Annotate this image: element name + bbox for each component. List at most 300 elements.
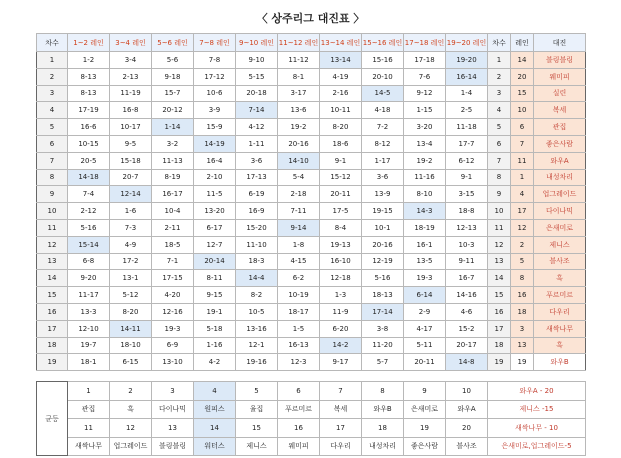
round-cell: 13 — [37, 253, 68, 270]
match-cell: 6-9 — [152, 337, 194, 354]
match-cell: 14-2 — [320, 337, 362, 354]
match-cell: 13-5 — [404, 253, 446, 270]
team-cell: 와우A — [534, 152, 586, 169]
round-cell: 2 — [488, 68, 511, 85]
match-cell: 6-15 — [110, 354, 152, 371]
lane-cell: 18 — [511, 303, 534, 320]
round-cell: 17 — [37, 320, 68, 337]
balance-name-row — [37, 437, 586, 456]
match-cell: 16-17 — [152, 186, 194, 203]
header-cell: 7~8 레인 — [194, 34, 236, 52]
match-cell: 4-2 — [194, 354, 236, 371]
match-cell: 19-2 — [404, 152, 446, 169]
team-number: 1 — [68, 382, 110, 401]
match-cell: 4-20 — [152, 287, 194, 304]
team-name: 다이나믹 — [152, 400, 194, 419]
match-cell: 18-5 — [152, 236, 194, 253]
header-cell: 15~16 레인 — [362, 34, 404, 52]
match-cell: 11-16 — [404, 169, 446, 186]
team-number: 12 — [110, 419, 152, 438]
balance-note: 은새미로,업그레이드-5 — [488, 437, 586, 456]
match-cell: 19-16 — [236, 354, 278, 371]
balance-note: 와우A - 20 — [488, 382, 586, 401]
match-cell: 9-1 — [446, 169, 488, 186]
round-cell: 4 — [488, 102, 511, 119]
table-row — [37, 219, 586, 236]
team-number: 7 — [320, 382, 362, 401]
round-cell: 10 — [488, 203, 511, 220]
match-cell: 11-10 — [236, 236, 278, 253]
lane-cell: 15 — [511, 85, 534, 102]
match-cell: 2-16 — [320, 85, 362, 102]
match-cell: 15-7 — [152, 85, 194, 102]
match-cell: 16-7 — [446, 270, 488, 287]
match-cell: 5-7 — [362, 354, 404, 371]
match-cell: 7-1 — [152, 253, 194, 270]
team-number: 5 — [236, 382, 278, 401]
match-cell: 12-13 — [446, 219, 488, 236]
match-cell: 9-11 — [446, 253, 488, 270]
team-name: 업그레이드 — [110, 437, 152, 456]
team-number: 2 — [110, 382, 152, 401]
match-cell: 5-11 — [404, 337, 446, 354]
match-cell: 13-6 — [278, 102, 320, 119]
match-cell: 16-9 — [236, 203, 278, 220]
round-cell: 13 — [488, 253, 511, 270]
match-cell: 10-11 — [320, 102, 362, 119]
round-cell: 10 — [37, 203, 68, 220]
match-cell: 14-3 — [404, 203, 446, 220]
round-cell: 6 — [37, 135, 68, 152]
match-cell: 7-2 — [362, 119, 404, 136]
match-cell: 12-16 — [152, 303, 194, 320]
team-number: 20 — [446, 419, 488, 438]
table-row — [37, 68, 586, 85]
match-cell: 14-5 — [362, 85, 404, 102]
lane-cell: 7 — [511, 135, 534, 152]
match-cell: 5-18 — [194, 320, 236, 337]
balance-label: 균등 — [37, 382, 68, 456]
balance-note: 새싹나무 - 10 — [488, 419, 586, 438]
lane-cell: 16 — [511, 287, 534, 304]
round-cell: 11 — [37, 219, 68, 236]
match-cell: 15-18 — [110, 152, 152, 169]
match-cell: 13-4 — [404, 135, 446, 152]
team-cell: 다이나믹 — [534, 203, 586, 220]
match-cell: 17-13 — [236, 169, 278, 186]
round-cell: 11 — [488, 219, 511, 236]
match-cell: 16-1 — [404, 236, 446, 253]
match-cell: 6-20 — [320, 320, 362, 337]
match-cell: 1-5 — [278, 320, 320, 337]
match-cell: 9-17 — [320, 354, 362, 371]
team-name: 와우B — [362, 400, 404, 419]
round-cell: 15 — [488, 287, 511, 304]
round-cell: 5 — [488, 119, 511, 136]
match-cell: 9-10 — [236, 52, 278, 69]
team-cell: 업그레이드 — [534, 186, 586, 203]
team-name: 복세 — [320, 400, 362, 419]
match-cell: 17-18 — [404, 52, 446, 69]
header-cell: 1~2 레인 — [68, 34, 110, 52]
match-cell: 1-11 — [236, 135, 278, 152]
round-cell: 19 — [488, 354, 511, 371]
lane-cell: 4 — [511, 186, 534, 203]
team-number: 14 — [194, 419, 236, 438]
team-number: 15 — [236, 419, 278, 438]
team-name: 관집 — [68, 400, 110, 419]
header-cell: 레인 — [511, 34, 534, 52]
match-cell: 19-2 — [278, 119, 320, 136]
table-row — [37, 186, 586, 203]
round-cell: 8 — [488, 169, 511, 186]
match-cell: 13-10 — [152, 354, 194, 371]
team-name: 율집 — [236, 400, 278, 419]
match-cell: 9-5 — [110, 135, 152, 152]
team-name: 은새미로 — [404, 400, 446, 419]
match-cell: 19-15 — [362, 203, 404, 220]
team-number: 17 — [320, 419, 362, 438]
match-cell: 6-2 — [278, 270, 320, 287]
match-cell: 14-4 — [236, 270, 278, 287]
header-cell: 19~20 레인 — [446, 34, 488, 52]
match-cell: 2-13 — [110, 68, 152, 85]
match-cell: 16-13 — [278, 337, 320, 354]
lane-cell: 17 — [511, 203, 534, 220]
team-name: 원피스 — [194, 400, 236, 419]
match-cell: 11-20 — [362, 337, 404, 354]
match-cell: 20-7 — [110, 169, 152, 186]
team-name: 새싹나무 — [68, 437, 110, 456]
team-number: 8 — [362, 382, 404, 401]
lane-cell: 10 — [511, 102, 534, 119]
team-name: 푸르미르 — [278, 400, 320, 419]
match-cell: 8-20 — [320, 119, 362, 136]
match-cell: 7-6 — [404, 68, 446, 85]
match-cell: 18-6 — [320, 135, 362, 152]
match-cell: 20-10 — [362, 68, 404, 85]
match-cell: 13-1 — [110, 270, 152, 287]
match-cell: 19-1 — [194, 303, 236, 320]
match-cell: 19-3 — [404, 270, 446, 287]
match-cell: 8-12 — [362, 135, 404, 152]
match-cell: 6-19 — [236, 186, 278, 203]
table-row — [37, 337, 586, 354]
match-cell: 18-13 — [362, 287, 404, 304]
lane-cell: 5 — [511, 253, 534, 270]
team-cell: 흑 — [534, 337, 586, 354]
match-cell: 5-6 — [152, 52, 194, 69]
team-cell: 복세 — [534, 102, 586, 119]
match-cell: 9-18 — [152, 68, 194, 85]
match-cell: 17-15 — [152, 270, 194, 287]
match-cell: 13-14 — [320, 52, 362, 69]
match-cell: 1-16 — [194, 337, 236, 354]
round-cell: 5 — [37, 119, 68, 136]
match-cell: 8-13 — [68, 68, 110, 85]
round-cell: 2 — [37, 68, 68, 85]
team-number: 13 — [152, 419, 194, 438]
lane-cell: 20 — [511, 68, 534, 85]
match-cell: 1-8 — [278, 236, 320, 253]
match-cell: 12-18 — [320, 270, 362, 287]
table-row — [37, 303, 586, 320]
team-cell: 새싹나무 — [534, 320, 586, 337]
match-cell: 17-2 — [110, 253, 152, 270]
round-cell: 16 — [37, 303, 68, 320]
match-cell: 8-10 — [404, 186, 446, 203]
match-cell: 8-20 — [110, 303, 152, 320]
match-cell: 12-1 — [236, 337, 278, 354]
match-cell: 18-8 — [446, 203, 488, 220]
team-cell: 은새미로 — [534, 219, 586, 236]
header-cell: 17~18 레인 — [404, 34, 446, 52]
match-cell: 18-19 — [404, 219, 446, 236]
round-cell: 7 — [37, 152, 68, 169]
match-cell: 4-17 — [404, 320, 446, 337]
match-cell: 12-14 — [110, 186, 152, 203]
match-cell: 10-3 — [446, 236, 488, 253]
match-cell: 15-9 — [194, 119, 236, 136]
round-cell: 3 — [488, 85, 511, 102]
round-cell: 9 — [37, 186, 68, 203]
team-name: 흑 — [110, 400, 152, 419]
match-cell: 19-7 — [68, 337, 110, 354]
table-row — [37, 270, 586, 287]
match-cell: 12-7 — [194, 236, 236, 253]
match-cell: 3-9 — [194, 102, 236, 119]
match-cell: 9-12 — [404, 85, 446, 102]
match-cell: 12-19 — [362, 253, 404, 270]
match-cell: 15-12 — [320, 169, 362, 186]
team-cell: 관집 — [534, 119, 586, 136]
header-cell: 대진 — [534, 34, 586, 52]
match-cell: 19-3 — [152, 320, 194, 337]
table-row — [37, 354, 586, 371]
match-cell: 11-17 — [68, 287, 110, 304]
match-cell: 20-12 — [152, 102, 194, 119]
match-cell: 8-1 — [278, 68, 320, 85]
match-cell: 13-3 — [68, 303, 110, 320]
lane-cell: 3 — [511, 320, 534, 337]
balance-note: 제니스 -15 — [488, 400, 586, 419]
match-cell: 13-16 — [236, 320, 278, 337]
match-cell: 20-16 — [362, 236, 404, 253]
match-cell: 12-3 — [278, 354, 320, 371]
match-cell: 11-5 — [194, 186, 236, 203]
round-cell: 14 — [488, 270, 511, 287]
lane-cell: 12 — [511, 219, 534, 236]
lane-cell: 8 — [511, 270, 534, 287]
match-cell: 20-18 — [236, 85, 278, 102]
match-cell: 4-18 — [362, 102, 404, 119]
match-cell: 17-12 — [194, 68, 236, 85]
balance-name-row — [37, 400, 586, 419]
match-cell: 15-16 — [362, 52, 404, 69]
match-cell: 6-12 — [446, 152, 488, 169]
team-cell: 와우B — [534, 354, 586, 371]
match-cell: 7-3 — [110, 219, 152, 236]
match-cell: 17-7 — [446, 135, 488, 152]
match-cell: 1-2 — [68, 52, 110, 69]
header-cell: 13~14 레인 — [320, 34, 362, 52]
match-cell: 10-1 — [362, 219, 404, 236]
round-cell: 7 — [488, 152, 511, 169]
match-cell: 6-14 — [404, 287, 446, 304]
table-row — [37, 253, 586, 270]
lane-cell: 1 — [511, 169, 534, 186]
header-cell: 차수 — [37, 34, 68, 52]
match-cell: 6-8 — [68, 253, 110, 270]
team-name: 제니스 — [236, 437, 278, 456]
match-cell: 7-11 — [278, 203, 320, 220]
match-cell: 9-15 — [194, 287, 236, 304]
table-row — [37, 203, 586, 220]
match-cell: 9-1 — [320, 152, 362, 169]
match-cell: 20-11 — [404, 354, 446, 371]
lane-cell: 14 — [511, 52, 534, 69]
match-cell: 3-2 — [152, 135, 194, 152]
team-cell: 좋은사람 — [534, 135, 586, 152]
round-cell: 3 — [37, 85, 68, 102]
team-cell: 제니스 — [534, 236, 586, 253]
match-cell: 10-19 — [278, 287, 320, 304]
match-cell: 19-20 — [446, 52, 488, 69]
page-title: 〈 상주리그 대진표 〉 — [256, 12, 365, 25]
table-row — [37, 135, 586, 152]
header-cell: 9~10 레인 — [236, 34, 278, 52]
lane-cell: 19 — [511, 354, 534, 371]
match-cell: 17-19 — [68, 102, 110, 119]
team-number: 6 — [278, 382, 320, 401]
round-cell: 17 — [488, 320, 511, 337]
match-cell: 8-2 — [236, 287, 278, 304]
round-cell: 1 — [37, 52, 68, 69]
team-cell: 다우리 — [534, 303, 586, 320]
header-cell: 11~12 레인 — [278, 34, 320, 52]
round-cell: 12 — [488, 236, 511, 253]
match-cell: 18-10 — [110, 337, 152, 354]
match-cell: 2-5 — [446, 102, 488, 119]
round-cell: 8 — [37, 169, 68, 186]
match-cell: 9-14 — [278, 219, 320, 236]
round-cell: 14 — [37, 270, 68, 287]
match-cell: 16-8 — [110, 102, 152, 119]
header-row — [37, 34, 586, 52]
team-number: 11 — [68, 419, 110, 438]
match-cell: 16-4 — [194, 152, 236, 169]
round-cell: 16 — [488, 303, 511, 320]
team-cell: 내성차리 — [534, 169, 586, 186]
team-name: 좋은사람 — [404, 437, 446, 456]
team-name: 와우A — [446, 400, 488, 419]
match-cell: 2-10 — [194, 169, 236, 186]
team-name: 워터스 — [194, 437, 236, 456]
match-cell: 9-20 — [68, 270, 110, 287]
lane-cell: 13 — [511, 337, 534, 354]
table-row — [37, 287, 586, 304]
header-cell: 3~4 레인 — [110, 34, 152, 52]
team-name: 내성차리 — [362, 437, 404, 456]
lane-cell: 6 — [511, 119, 534, 136]
match-cell: 10-5 — [236, 303, 278, 320]
match-cell: 12-10 — [68, 320, 110, 337]
match-cell: 8-13 — [68, 85, 110, 102]
match-cell: 2-9 — [404, 303, 446, 320]
team-number: 18 — [362, 419, 404, 438]
table-row — [37, 320, 586, 337]
table-row — [37, 152, 586, 169]
table-row — [37, 102, 586, 119]
match-cell: 1-14 — [152, 119, 194, 136]
match-cell: 3-6 — [236, 152, 278, 169]
match-cell: 5-15 — [236, 68, 278, 85]
match-cell: 16-14 — [446, 68, 488, 85]
match-cell: 18-17 — [278, 303, 320, 320]
match-cell: 3-4 — [110, 52, 152, 69]
match-cell: 14-19 — [194, 135, 236, 152]
team-cell: 블사조 — [534, 253, 586, 270]
match-cell: 14-8 — [446, 354, 488, 371]
round-cell: 4 — [37, 102, 68, 119]
match-cell: 20-14 — [194, 253, 236, 270]
match-cell: 14-16 — [446, 287, 488, 304]
match-cell: 1-3 — [320, 287, 362, 304]
round-cell: 18 — [37, 337, 68, 354]
table-row — [37, 85, 586, 102]
match-cell: 4-15 — [278, 253, 320, 270]
match-cell: 3-20 — [404, 119, 446, 136]
match-cell: 17-14 — [362, 303, 404, 320]
match-cell: 8-11 — [194, 270, 236, 287]
match-cell: 8-19 — [152, 169, 194, 186]
match-cell: 1-17 — [362, 152, 404, 169]
match-cell: 20-16 — [278, 135, 320, 152]
team-number: 4 — [194, 382, 236, 401]
match-cell: 7-14 — [236, 102, 278, 119]
match-cell: 11-13 — [152, 152, 194, 169]
round-cell: 12 — [37, 236, 68, 253]
round-cell: 1 — [488, 52, 511, 69]
balance-table — [36, 381, 586, 456]
match-cell: 17-5 — [320, 203, 362, 220]
match-cell: 16-6 — [68, 119, 110, 136]
match-cell: 1-4 — [446, 85, 488, 102]
balance-number-row — [37, 382, 586, 401]
match-cell: 7-4 — [68, 186, 110, 203]
header-cell: 차수 — [488, 34, 511, 52]
team-cell: 실린 — [534, 85, 586, 102]
match-cell: 3-15 — [446, 186, 488, 203]
match-cell: 7-8 — [194, 52, 236, 69]
lane-cell: 2 — [511, 236, 534, 253]
match-cell: 18-3 — [236, 253, 278, 270]
match-cell: 11-19 — [110, 85, 152, 102]
match-cell: 5-12 — [110, 287, 152, 304]
match-cell: 11-12 — [278, 52, 320, 69]
header-cell: 5~6 레인 — [152, 34, 194, 52]
match-cell: 4-12 — [236, 119, 278, 136]
match-cell: 20-5 — [68, 152, 110, 169]
team-name: 블링블링 — [152, 437, 194, 456]
match-cell: 1-6 — [110, 203, 152, 220]
match-cell: 10-15 — [68, 135, 110, 152]
match-cell: 5-16 — [68, 219, 110, 236]
match-cell: 13-9 — [362, 186, 404, 203]
match-cell: 3-8 — [362, 320, 404, 337]
team-number: 9 — [404, 382, 446, 401]
balance-number-row — [37, 419, 586, 438]
